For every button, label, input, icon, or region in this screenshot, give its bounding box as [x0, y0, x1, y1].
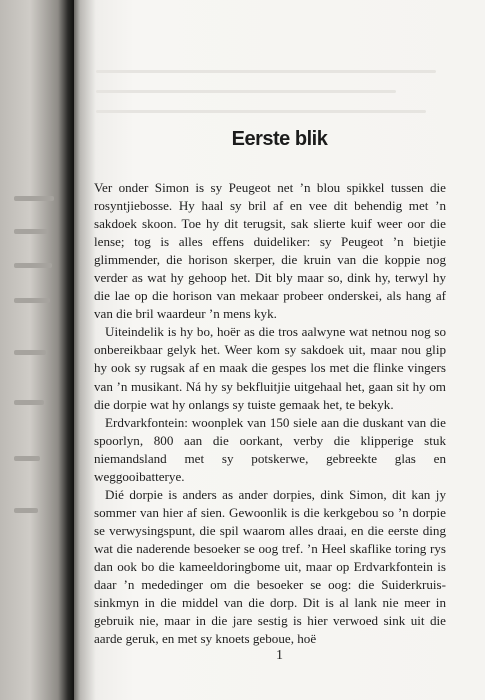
- book-page: [74, 0, 485, 700]
- reverse-side-bleed: [96, 70, 456, 130]
- chapter-body: [94, 179, 446, 648]
- book-spine-shadow: [0, 0, 74, 700]
- bleed-through-marks: [14, 0, 64, 700]
- paragraph-2: Uiteindelik is hy bo, hoër as die tros aalwyne wat netnou nog so onbereikbaar gelyk het. Weer kom sy sakdoek uit, maar nou glip hy ook sy rugsak af en maak die gespes los met die flinke vingers van ’n musikant. Ná hy sy bekfluitjie uitgehaal het, gaan sit hy om die dorpie wat hy onlangs sy tuiste gemaak het, te bekyk.: [94, 324, 446, 412]
- paragraph-4: Dié dorpie is anders as ander dorpies, dink Simon, dit kan jy sommer van hier af sien. Gewoonlik is die kerkgebou so ’n dorpie se verwysingspunt, die spil waarom alles draai, en die eerste ding wat die naderende besoeker se oog tref. ’n Heel skaflike toring rys dan ook bo die kameeldoringbome uit, maar op Erdvarkfontein is daar ’n mededinger om die besoeker se oog: die Suiderkruis-sinkmyn in die middel van die dorp. Dit is al lank nie meer in gebruik nie, maar in die jare sestig is hier verwoed sink uit die aarde geruk, en met sy knoets geboue, hoë: [94, 486, 446, 647]
- paragraph-3: Erdvarkfontein: woonplek van 150 siele aan die duskant van die spoorlyn, 800 aan die oorkant, verby die klipperige stuk niemandsland met sy potskerwe, gebreekte glas en weggooibatterye.: [94, 414, 446, 484]
- chapter-title: Eerste blik: [231, 128, 328, 150]
- page-number: 1: [276, 648, 283, 663]
- paragraph-1: Ver onder Simon is sy Peugeot net ’n blou spikkel tussen die rosyntjiebosse. Hy haal sy bril af en vee dit behendig met ’n sakdoek skoon. Toe hy dit terugsit, sak slierte kuif weer oor die lense; tog is alles effens duideliker: sy Peugeot ’n bietjie glimmender, die horison skerper, die kruin van die koppie nog verder as wat hy gehoop het. Dit bly maar so, dink hy, terwyl hy die lae op die horison van mekaar probeer onderskei, als hang af van die bril waardeur ’n mens kyk.: [94, 180, 446, 322]
